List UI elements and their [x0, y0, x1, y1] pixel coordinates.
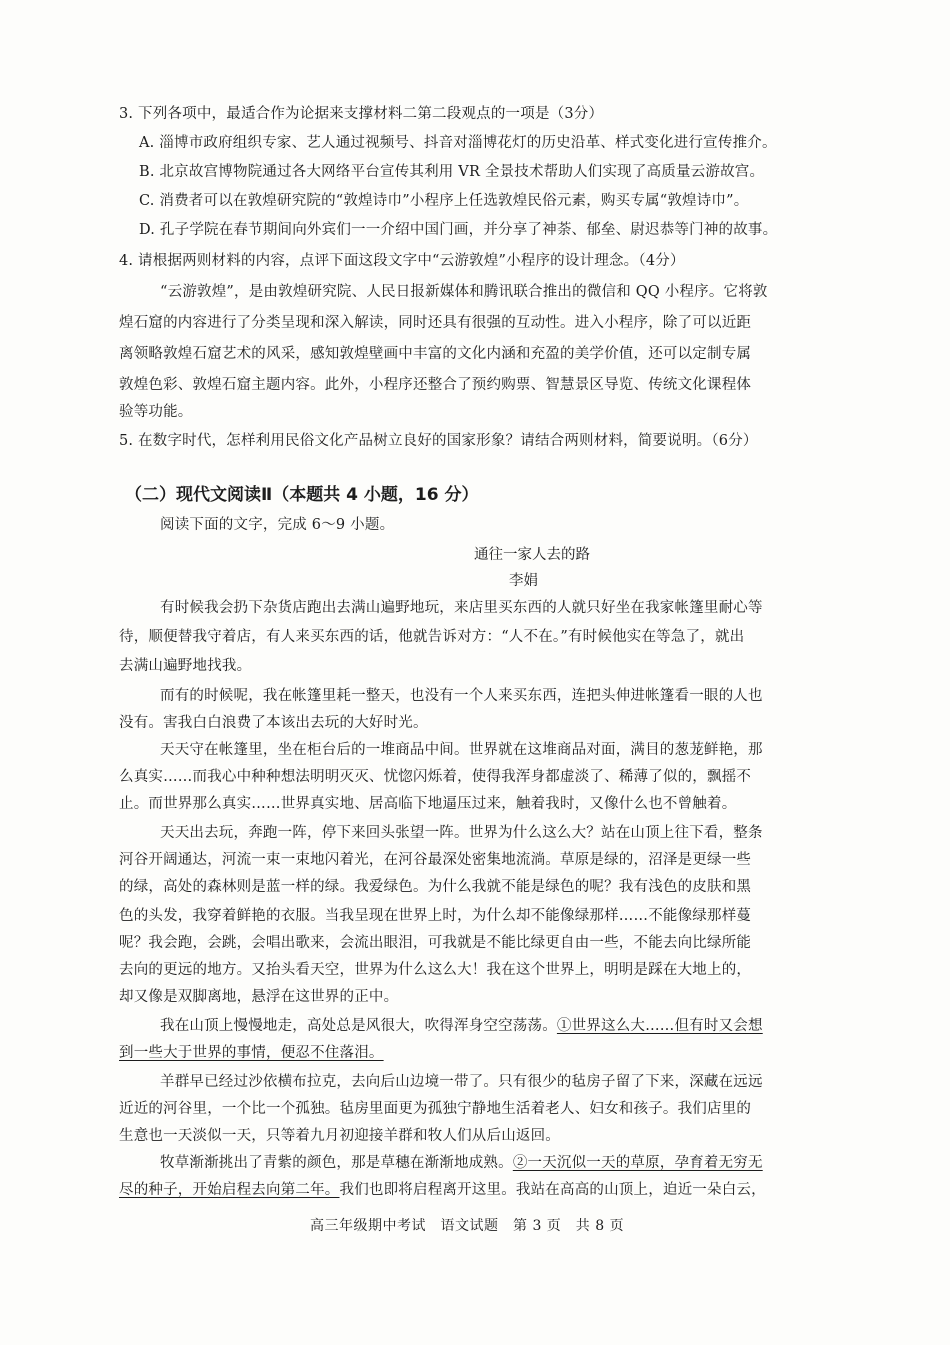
section-instruction: 阅读下面的文字，完成 6～9 小题。 — [160, 517, 395, 533]
article-author: 李娟 — [509, 573, 538, 589]
article-line — [160, 1016, 763, 1036]
article-line: 天天出去玩，奔跑一阵，停下来回头张望一阵。世界为什么这么大？站在山顶上往下看，整条 — [160, 825, 763, 841]
question-4-stem: 4. 请根据两则材料的内容，点评下面这段文字中“云游敦煌”小程序的设计理念。（4分） — [119, 253, 685, 269]
question-3-stem: 3. 下列各项中，最适合作为论据来支撑材料二第二段观点的一项是（3分） — [119, 106, 604, 122]
article-line: 羊群早已经过沙依横布拉克，去向后山边境一带了。只有很少的毡房子留了下来，深藏在远远 — [160, 1074, 763, 1090]
underlined-sentence-2: ②一天沉似一天的草原，孕育着无穷无 — [512, 1155, 763, 1171]
article-line: 而有的时候呢，我在帐篷里耗一整天，也没有一个人来买东西，连把头伸进帐篷看一眼的人也 — [160, 688, 763, 704]
article-line: 去向的更远的地方。又抬头看天空，世界为什么这么大！我在这个世界上，明明是踩在大地上的， — [119, 962, 752, 978]
article-line: 天天守在帐篷里，坐在柜台后的一堆商品中间。世界就在这堆商品对面，满目的葱茏鲜艳，那 — [160, 742, 763, 758]
page-footer: 高三年级期中考试 语文试题 第 3 页 共 8 页 — [310, 1218, 625, 1234]
question-4-passage-line: “云游敦煌”，是由敦煌研究院、人民日报新媒体和腾讯联合推出的微信和 QQ 小程序。它将敦 — [160, 284, 768, 300]
article-line: 有时候我会扔下杂货店跑出去满山遍野地玩，来店里买东西的人就只好坐在我家帐篷里耐心等 — [160, 600, 763, 616]
question-4-passage-line: 敦煌色彩、敦煌石窟主题内容。此外，小程序还整合了预约购票、智慧景区导览、传统文化课程体 — [119, 377, 752, 393]
question-4-passage-line: 离领略敦煌石窟艺术的风采，感知敦煌壁画中丰富的文化内涵和充盈的美学价值，还可以定制专属 — [119, 346, 752, 362]
article-line — [119, 1180, 766, 1200]
question-5-stem: 5. 在数字时代，怎样利用民俗文化产品树立良好的国家形象？请结合两则材料，简要说明。（6分） — [119, 433, 758, 449]
section-heading: （二）现代文阅读Ⅱ（本题共 4 小题，16 分） — [125, 485, 479, 505]
article-line: 待，顺便替我守着店，有人来买东西的话，他就告诉对方：“人不在。”有时候他实在等急了，就出 — [119, 629, 745, 645]
underlined-sentence-1-cont: 到一些大于世界的事情，便忍不住落泪。 — [119, 1045, 384, 1061]
article-line: 生意也一天淡似一天，只等着九月初迎接羊群和牧人们从后山返回。 — [119, 1128, 560, 1144]
article-text: 牧草渐渐挑出了青紫的颜色，那是草穗在渐渐地成熟。 — [160, 1155, 513, 1171]
article-line: 色的头发，我穿着鲜艳的衣服。当我呈现在世界上时，为什么却不能像绿那样……不能像绿那样蔓 — [119, 908, 752, 924]
article-text: 我们也即将启程离开这里。我站在高高的山顶上，迫近一朵白云， — [339, 1182, 766, 1198]
article-line: 却又像是双脚离地，悬浮在这世界的正中。 — [119, 989, 399, 1005]
underlined-sentence-2-cont: 尽的种子，开始启程去向第二年。 — [119, 1182, 340, 1198]
article-line: 么真实……而我心中种种想法明明灭灭、忧惚闪烁着，使得我浑身都虚淡了、稀薄了似的，飘摇不 — [119, 769, 752, 785]
article-title: 通往一家人去的路 — [474, 547, 590, 563]
question-4-passage-line: 验等功能。 — [119, 404, 193, 420]
article-line: 近近的河谷里，一个比一个孤独。毡房里面更为孤独宁静地生活着老人、妇女和孩子。我们店里的 — [119, 1101, 752, 1117]
question-3-option-c: C. 消费者可以在敦煌研究院的“敦煌诗巾”小程序上任选敦煌民俗元素，购买专属“敦煌诗巾”。 — [139, 193, 749, 209]
article-line: 没有。害我白白浪费了本该出去玩的大好时光。 — [119, 715, 428, 731]
article-line — [160, 1153, 763, 1173]
question-4-passage-line: 煌石窟的内容进行了分类呈现和深入解读，同时还具有很强的互动性。进入小程序，除了可以近距 — [119, 315, 752, 331]
question-3-option-b: B. 北京故宫博物院通过各大网络平台宣传其利用 VR 全景技术帮助人们实现了高质量云游故宫。 — [139, 164, 765, 180]
question-3-option-a: A. 淄博市政府组织专家、艺人通过视频号、抖音对淄博花灯的历史沿革、样式变化进行宣传推介。 — [139, 135, 777, 151]
underlined-sentence-1: ①世界这么大……但有时又会想 — [556, 1018, 763, 1034]
article-line — [119, 1043, 384, 1063]
article-text: 我在山顶上慢慢地走，高处总是风很大，吹得浑身空空荡荡。 — [160, 1018, 557, 1034]
article-line: 去满山遍野地找我。 — [119, 658, 252, 674]
question-3-option-d: D. 孔子学院在春节期间向外宾们一一介绍中国门画，并分享了神荼、郁垒、尉迟恭等门神的故事。 — [139, 222, 778, 238]
article-line: 呢？我会跑，会跳，会唱出歌来，会流出眼泪，可我就是不能比绿更自由一些，不能去向比绿所能 — [119, 935, 752, 951]
article-line: 止。而世界那么真实……世界真实地、居高临下地逼压过来，触着我时，又像什么也不曾触着。 — [119, 796, 737, 812]
article-line: 的绿，高处的森林则是蓝一样的绿。我爱绿色。为什么我就不能是绿色的呢？我有浅色的皮肤和黑 — [119, 879, 752, 895]
article-line: 河谷开阔通达，河流一束一束地闪着光，在河谷最深处密集地流淌。草原是绿的，沼泽是更绿一些 — [119, 852, 752, 868]
